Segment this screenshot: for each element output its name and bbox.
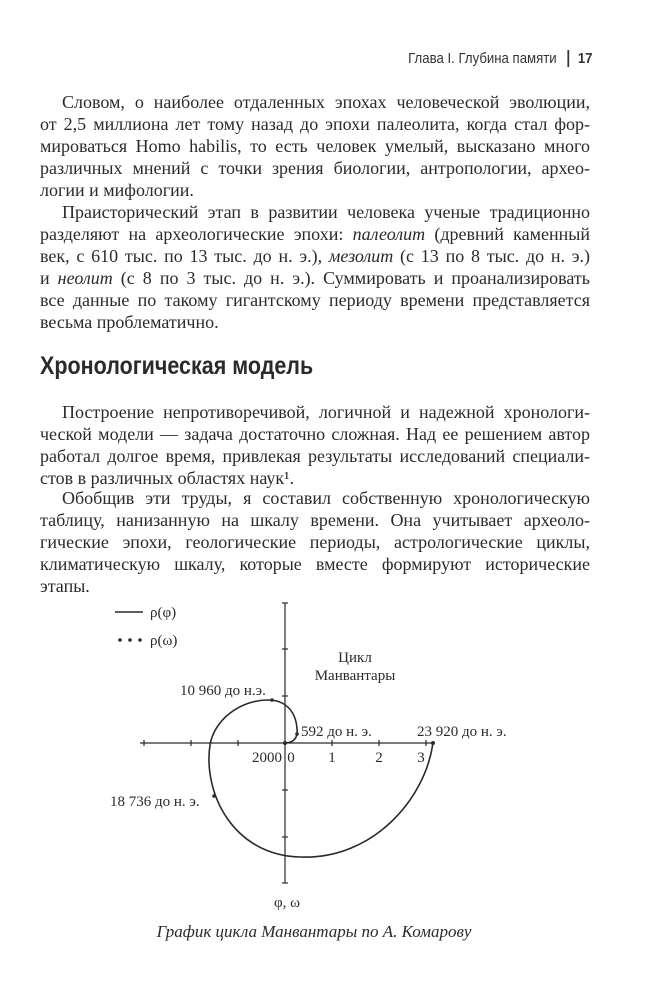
label-18736: 18 736 до н. э.: [110, 794, 200, 810]
axis-label: φ, ω: [273, 895, 301, 911]
text-segment: стов в различных областях наук¹.: [40, 468, 295, 488]
label-2000: 2000: [252, 750, 282, 766]
text-segment: этапы.: [40, 576, 90, 596]
point-10960: [270, 698, 274, 702]
tick-label-3: 3: [417, 750, 425, 766]
text-segment: все данные по такому гигантскому периоду времени представляется: [40, 290, 590, 310]
point-23920: [431, 741, 435, 745]
tick-label-2: 2: [375, 750, 383, 766]
text-segment: работал долгое время, привлекая результаты исследований специали-: [40, 446, 590, 466]
text-segment: мироваться Homo habilis, то есть человек умелый, высказано много: [40, 136, 590, 156]
text-segment: климатическую шкалу, которые вместе формируют исторические: [40, 554, 590, 574]
text-segment: различных мнений с точки зрения биологии, антропологии, архео-: [40, 158, 590, 178]
legend-dotted-marker: [118, 638, 142, 642]
text-segment: Словом, о наиболее отдаленных эпохах человеческой эволюции,: [62, 92, 590, 112]
label-23920: 23 920 до н. э.: [417, 724, 507, 740]
page-number: 17: [577, 50, 592, 67]
figure-caption: График цикла Манвантары по А. Комарову: [156, 922, 472, 941]
text-segment: разделяют на археологические эпохи:: [40, 224, 353, 244]
text-segment: Построение непротиворечивой, логичной и надежной хронологи-: [62, 402, 590, 422]
section-heading: Хронологическая модель: [40, 352, 314, 380]
text-segment: таблицу, нанизанную на шкалу времени. Она учитывает археоло-: [40, 510, 590, 530]
italic-term: палеолит: [352, 224, 426, 244]
text-segment: (древний каменный: [425, 224, 590, 244]
text-segment: (с 13 по 8 тыс. до н. э.): [393, 246, 590, 266]
text-segment: и: [40, 268, 58, 288]
text-segment: век, с 610 тыс. по 13 тыс. до н. э.),: [40, 246, 329, 266]
figure-title-line1: Цикл: [338, 650, 372, 666]
tick-label-0: 0: [287, 750, 295, 766]
text-segment: логии и мифологии.: [40, 180, 194, 200]
point-592: [295, 732, 299, 736]
point-18736: [212, 794, 216, 798]
text-segment: от 2,5 миллиона лет тому назад до эпохи палеолита, когда стал фор-: [40, 114, 590, 134]
label-10960: 10 960 до н.э.: [180, 683, 266, 699]
figure-title-line2: Манвантары: [314, 668, 396, 684]
chapter-title: Глава I. Глубина памяти: [407, 50, 557, 67]
italic-term: мезолит: [328, 246, 394, 266]
text-segment: гические эпохи, геологические периоды, астрологические циклы,: [40, 532, 590, 552]
text-segment: Праисторический этап в развитии человека ученые традиционно: [62, 202, 590, 222]
tick-label-1: 1: [328, 750, 336, 766]
text-segment: ческой модели — задача достаточно сложная. Над ее решением автор: [40, 424, 590, 444]
label-592: 592 до н. э.: [301, 724, 372, 740]
italic-term: неолит: [57, 268, 113, 288]
text-segment: (с 8 по 3 тыс. до н. э.). Суммировать и проанализировать: [112, 268, 590, 288]
legend-dotted-label: ρ(ω): [150, 633, 178, 649]
text-segment: Обобщив эти труды, я составил собственную хронологическую: [62, 488, 590, 508]
text-segment: весьма проблематично.: [40, 312, 219, 332]
point-origin: [283, 741, 287, 745]
legend-solid-label: ρ(φ): [150, 605, 177, 621]
